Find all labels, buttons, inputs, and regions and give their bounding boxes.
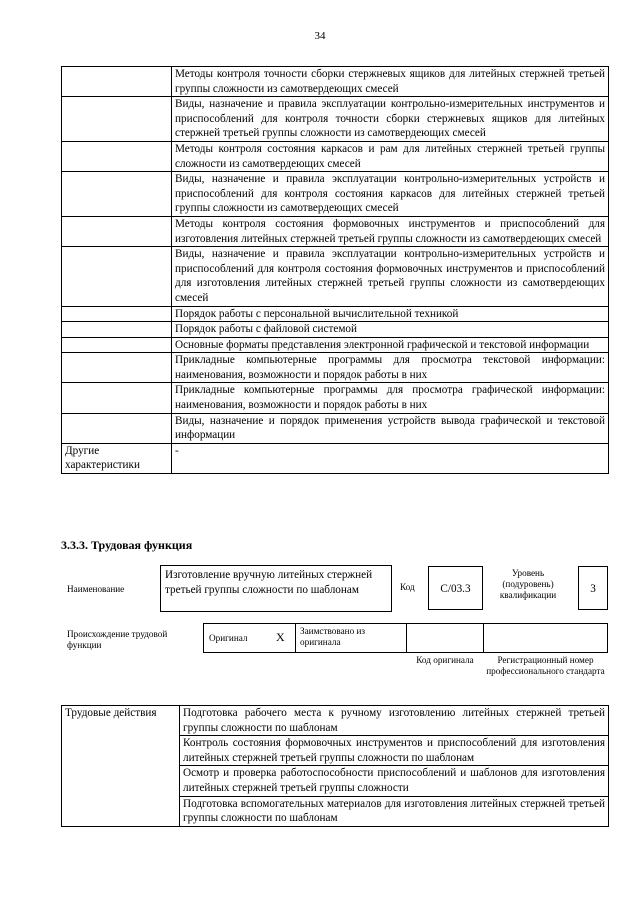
row-text: Методы контроля состояния формовочных инструментов и приспособлений для изготовления литейных стержней третьей группы сложности из самотвердеющих смесей	[172, 216, 609, 246]
function-name-value: Изготовление вручную литейных стержней третьей группы сложности по шаблонам	[160, 565, 392, 612]
table-row	[62, 383, 609, 413]
row-text: Методы контроля состояния каркасов и рам для литейных стержней третьей группы сложности из самотвердеющих смесей	[172, 141, 609, 171]
reg-number-caption: Регистрационный номер профессионального стандарта	[486, 655, 605, 676]
section-title: 3.3.3. Трудовая функция	[61, 538, 193, 552]
row-text: Контроль состояния формовочных инструментов и приспособлений для изготовления литейных стержней третьей группы сложности по шаблонам	[180, 736, 609, 766]
row-label	[62, 413, 172, 443]
name-label: Наименование	[67, 584, 125, 594]
row-label	[62, 247, 172, 306]
code-label: Код	[400, 582, 415, 592]
row-text: Подготовка вспомогательных материалов для изготовления литейных стержней третьей группы сложности по шаблонам	[180, 796, 609, 826]
row-text: Виды, назначение и правила эксплуатации контрольно-измерительных инструментов и приспособлений для контроля точности сборки стержневых ящиков для литейных стержней третьей группы сложности из самотвердеющих смесей	[172, 97, 609, 142]
row-label	[62, 67, 172, 97]
table-row	[62, 97, 609, 142]
table-row	[62, 413, 609, 443]
table-row	[62, 247, 609, 306]
table-row	[62, 306, 609, 322]
table-row	[62, 706, 609, 736]
row-text: Основные форматы представления электронной графической и текстовой информации	[172, 337, 609, 353]
level-label: Уровень (подуровень) квалификации	[499, 568, 557, 600]
row-text: Прикладные компьютерные программы для просмотра графической информации: наименования, возможности и порядок работы в них	[172, 383, 609, 413]
row-text: -	[172, 443, 609, 473]
table-row	[62, 67, 609, 97]
original-mark: X	[276, 630, 285, 644]
labor-actions-table	[61, 705, 609, 827]
reg-number-cell	[483, 623, 608, 653]
row-text: Виды, назначение и правила эксплуатации контрольно-измерительных устройств и приспособлений для контроля состояния формовочных инструментов и приспособлений для изготовления литейных стержней третьей группы сложности из самотвердеющих смесей	[172, 247, 609, 306]
row-label	[62, 322, 172, 338]
row-label	[62, 337, 172, 353]
table-row	[62, 443, 609, 473]
row-label	[62, 216, 172, 246]
row-label	[62, 97, 172, 142]
table-row	[62, 141, 609, 171]
code-original-caption: Код оригинала	[416, 655, 474, 665]
other-characteristics-label: Другие характеристики	[62, 443, 172, 473]
borrowed-label: Заимствовано из оригинала	[300, 626, 366, 647]
row-text: Порядок работы с персональной вычислительной техникой	[172, 306, 609, 322]
row-label	[62, 141, 172, 171]
row-label	[62, 383, 172, 413]
row-label	[62, 172, 172, 217]
labor-actions-label: Трудовые действия	[62, 706, 180, 827]
row-label	[62, 353, 172, 383]
table-row	[62, 172, 609, 217]
table-row	[62, 322, 609, 338]
table-row	[62, 216, 609, 246]
qualification-level-value: 3	[578, 566, 608, 610]
function-code-value: С/03.3	[428, 566, 483, 610]
row-text: Методы контроля точности сборки стержневых ящиков для литейных стержней третьей группы сложности из самотвердеющих смесей	[172, 67, 609, 97]
page-number: 34	[314, 30, 326, 42]
table-row	[62, 337, 609, 353]
row-label	[62, 306, 172, 322]
row-text: Прикладные компьютерные программы для просмотра текстовой информации: наименования, возможности и порядок работы в них	[172, 353, 609, 383]
table-row	[62, 353, 609, 383]
original-label: Оригинал	[209, 633, 248, 643]
row-text: Осмотр и проверка работоспособности приспособлений и шаблонов для изготовления литейных стержней третьей группы сложности	[180, 766, 609, 796]
knowledge-table	[61, 66, 609, 474]
row-text: Подготовка рабочего места к ручному изготовлению литейных стержней третьей группы сложности по шаблонам	[180, 706, 609, 736]
row-text: Виды, назначение и правила эксплуатации контрольно-измерительных устройств и приспособлений для контроля состояния каркасов для литейных стержней третьей группы сложности из самотвердеющих смесей	[172, 172, 609, 217]
original-code-cell	[406, 623, 484, 653]
row-text: Виды, назначение и порядок применения устройств вывода графической и текстовой информации	[172, 413, 609, 443]
origin-label: Происхождение трудовой функции	[67, 629, 168, 650]
row-text: Порядок работы с файловой системой	[172, 322, 609, 338]
